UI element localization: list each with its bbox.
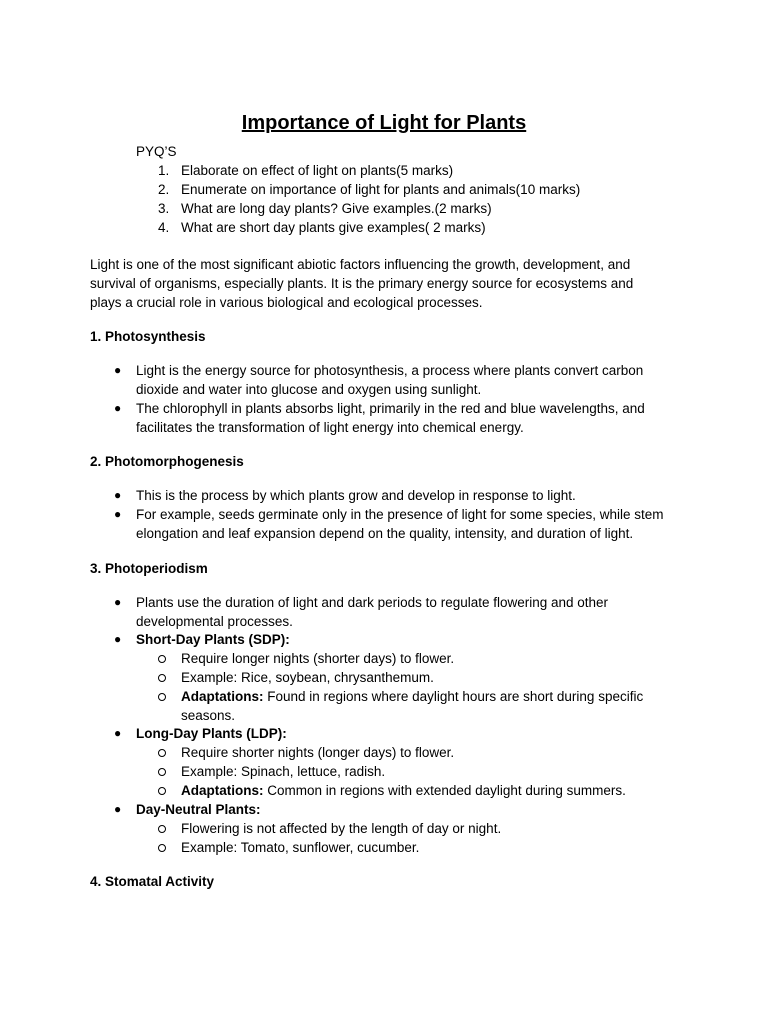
- intro-line-1: Light is one of the most significant abiotic factors influencing the growth, development, and: [90, 257, 631, 272]
- pyq-number-4: 4.: [158, 220, 170, 235]
- pyq-number-1: 1.: [158, 163, 170, 178]
- bullet-icon: ●: [114, 401, 122, 415]
- list-item: For example, seeds germinate only in the presence of light for some species, while stem: [136, 507, 664, 522]
- list-item-cont: developmental processes.: [136, 614, 293, 629]
- hollow-bullet-icon: [158, 768, 166, 776]
- sub-list-item: Flowering is not affected by the length of day or night.: [181, 821, 502, 836]
- list-item-cont: facilitates the transformation of light energy into chemical energy.: [136, 420, 524, 435]
- sub-list-item: Require longer nights (shorter days) to flower.: [181, 651, 455, 666]
- hollow-bullet-icon: [158, 749, 166, 757]
- hollow-bullet-icon: [158, 825, 166, 833]
- list-item: Light is the energy source for photosynthesis, a process where plants convert carbon: [136, 363, 644, 378]
- section-heading-stomatal-activity: 4. Stomatal Activity: [90, 874, 215, 889]
- hollow-bullet-icon: [158, 844, 166, 852]
- sub-list-item: Example: Rice, soybean, chrysanthemum.: [181, 670, 434, 685]
- sdp-label: Short-Day Plants (SDP):: [136, 632, 290, 647]
- sub-list-item: Require shorter nights (longer days) to flower.: [181, 745, 455, 760]
- bullet-icon: ●: [114, 632, 122, 646]
- sub-list-item-cont: seasons.: [181, 708, 236, 723]
- hollow-bullet-icon: [158, 693, 166, 701]
- pyq-number-2: 2.: [158, 182, 170, 197]
- hollow-bullet-icon: [158, 674, 166, 682]
- sub-list-item: Example: Tomato, sunflower, cucumber.: [181, 840, 420, 855]
- list-item: Plants use the duration of light and dark periods to regulate flowering and other: [136, 595, 609, 610]
- pyq-item-1: Elaborate on effect of light on plants(5 marks): [181, 163, 454, 178]
- sub-list-item: [181, 687, 643, 706]
- list-item-cont: elongation and leaf expansion depend on the quality, intensity, and duration of light.: [136, 526, 634, 541]
- bullet-icon: ●: [114, 507, 122, 521]
- ldp-label: Long-Day Plants (LDP):: [136, 726, 287, 741]
- bullet-icon: ●: [114, 802, 122, 816]
- bullet-icon: ●: [114, 726, 122, 740]
- bullet-icon: ●: [114, 595, 122, 609]
- hollow-bullet-icon: [158, 655, 166, 663]
- hollow-bullet-icon: [158, 787, 166, 795]
- adaptations-label: Adaptations:: [181, 783, 264, 798]
- section-heading-photosynthesis: 1. Photosynthesis: [90, 329, 206, 344]
- pyq-item-3: What are long day plants? Give examples.(2 marks): [181, 201, 492, 216]
- sub-list-item: Example: Spinach, lettuce, radish.: [181, 764, 386, 779]
- bullet-icon: ●: [114, 488, 122, 502]
- pyqs-label: PYQ’S: [136, 144, 177, 159]
- pyq-number-3: 3.: [158, 201, 170, 216]
- intro-line-3: plays a crucial role in various biological and ecological processes.: [90, 295, 483, 310]
- adaptations-text: Found in regions where daylight hours are short during specific: [263, 689, 644, 704]
- list-item: This is the process by which plants grow and develop in response to light.: [136, 488, 576, 503]
- sub-list-item: [181, 781, 626, 800]
- dnp-label: Day-Neutral Plants:: [136, 802, 261, 817]
- pyq-item-4: What are short day plants give examples( 2 marks): [181, 220, 486, 235]
- section-heading-photoperiodism: 3. Photoperiodism: [90, 561, 208, 576]
- adaptations-text: Common in regions with extended daylight during summers.: [263, 783, 626, 798]
- section-heading-photomorphogenesis: 2. Photomorphogenesis: [90, 454, 244, 469]
- adaptations-label: Adaptations:: [181, 689, 264, 704]
- list-item: The chlorophyll in plants absorbs light, primarily in the red and blue wavelengths, and: [136, 401, 645, 416]
- page-title: Importance of Light for Plants: [241, 112, 527, 134]
- pyq-item-2: Enumerate on importance of light for plants and animals(10 marks): [181, 182, 581, 197]
- bullet-icon: ●: [114, 363, 122, 377]
- intro-line-2: survival of organisms, especially plants. It is the primary energy source for ecosystems and: [90, 276, 634, 291]
- list-item-cont: dioxide and water into glucose and oxygen using sunlight.: [136, 382, 482, 397]
